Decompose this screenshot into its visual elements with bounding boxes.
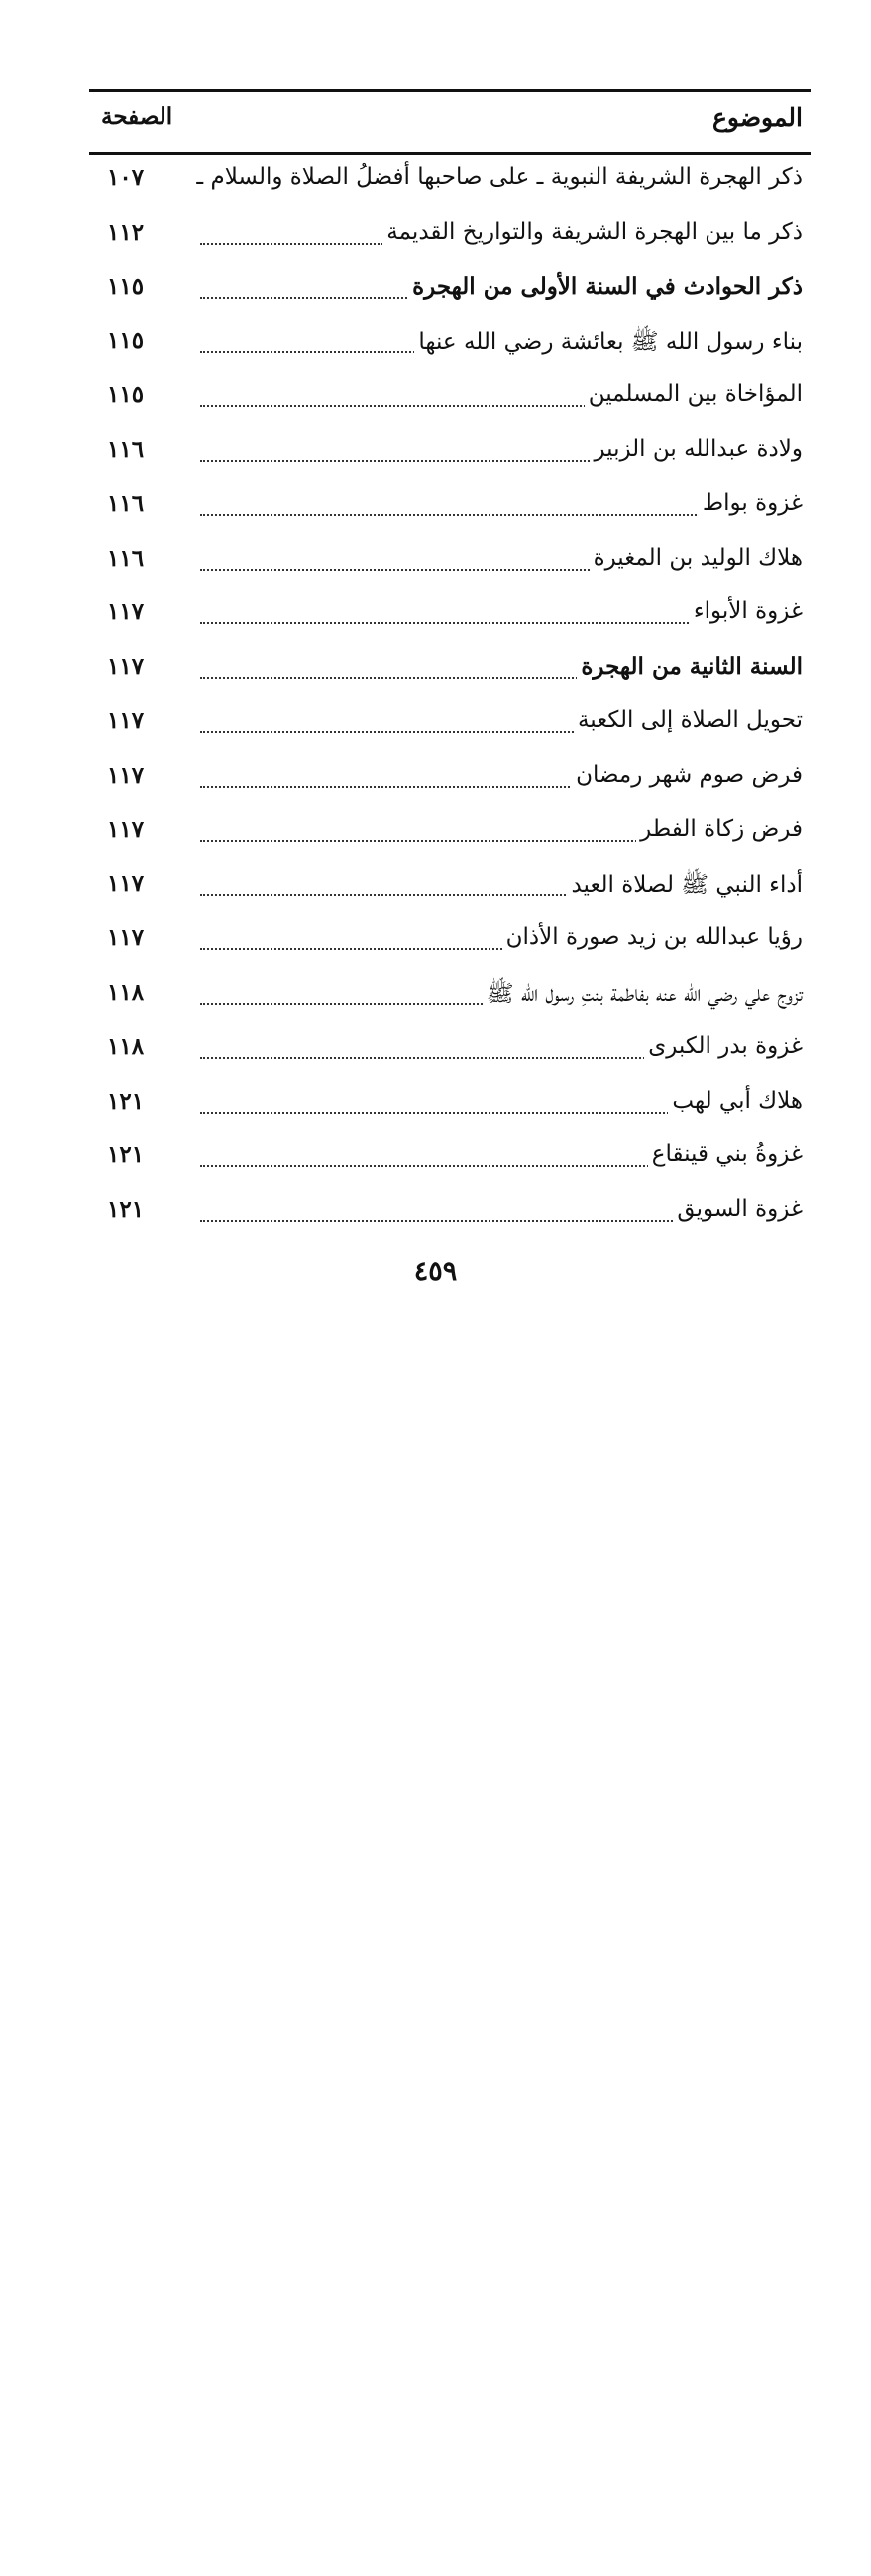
toc-entry xyxy=(89,643,811,698)
entry-title: غزوة بواط xyxy=(699,490,803,516)
top-rule xyxy=(89,89,811,92)
toc-entry xyxy=(89,698,811,752)
entry-title: هلاك الوليد بن المغيرة xyxy=(590,545,803,571)
entry-title: تحويل الصلاة إلى الكعبة xyxy=(574,707,803,733)
entry-title: السنة الثانية من الهجرة xyxy=(577,653,803,680)
entry-page-number: ١١٢ xyxy=(107,218,145,246)
toc-entry xyxy=(89,209,811,264)
topic-column-heading: الموضوع xyxy=(712,103,803,132)
entry-page-number: ١٠٧ xyxy=(107,164,145,191)
entry-title: غزوةُ بني قينقاع xyxy=(648,1141,803,1167)
toc-entry xyxy=(89,806,811,861)
toc-entry xyxy=(89,914,811,969)
toc-entry xyxy=(89,372,811,426)
entry-page-number: ١١٧ xyxy=(107,653,145,681)
toc-entry xyxy=(89,969,811,1023)
entry-page-number: ١٢١ xyxy=(107,1141,145,1169)
toc-entry xyxy=(89,1078,811,1132)
entry-page-number: ١١٧ xyxy=(107,870,145,898)
entry-title: ذكر الحوادث في السنة الأولى من الهجرة xyxy=(408,273,803,300)
toc-header xyxy=(89,99,811,149)
toc-entry xyxy=(89,317,811,372)
toc-entry xyxy=(89,1023,811,1078)
toc-entry xyxy=(89,426,811,481)
toc-entry xyxy=(89,155,811,209)
entry-page-number: ١١٥ xyxy=(107,272,145,300)
entry-title: غزوة السويق xyxy=(673,1196,803,1222)
page-number: ٤٥٩ xyxy=(413,1256,458,1287)
entry-title: المؤاخاة بين المسلمين xyxy=(585,381,803,407)
entry-page-number: ١١٨ xyxy=(107,1032,145,1060)
entry-page-number: ١١٥ xyxy=(107,381,145,409)
toc-entry xyxy=(89,481,811,535)
page-column-heading: الصفحة xyxy=(101,103,173,130)
entry-title: ذكر الهجرة الشريفة النبوية ـ على صاحبها أفضلُ الصلاة والسلام ـ xyxy=(192,164,803,190)
entry-page-number: ١١٦ xyxy=(107,435,145,463)
entry-page-number: ١١٨ xyxy=(107,978,145,1006)
entry-title: هلاك أبي لهب xyxy=(668,1088,803,1114)
entry-title: بناء رسول الله ﷺ بعائشة رضي الله عنها xyxy=(414,327,803,361)
entry-page-number: ١١٧ xyxy=(107,598,145,626)
toc-entry xyxy=(89,1186,811,1240)
toc-entry xyxy=(89,535,811,590)
entry-page-number: ١١٧ xyxy=(107,706,145,734)
entry-page-number: ١١٦ xyxy=(107,489,145,517)
entry-title: غزوة بدر الكبرى xyxy=(644,1033,803,1059)
entry-title: ذكر ما بين الهجرة الشريفة والتواريخ القديمة xyxy=(382,219,803,245)
entry-page-number: ١١٧ xyxy=(107,761,145,789)
toc-entry xyxy=(89,1131,811,1186)
entry-page-number: ١٢١ xyxy=(107,1087,145,1115)
entry-title: غزوة الأبواء xyxy=(690,598,803,624)
entry-page-number: ١١٥ xyxy=(107,327,145,355)
toc-entries xyxy=(89,155,811,1240)
entry-page-number: ١١٦ xyxy=(107,544,145,572)
toc-entry xyxy=(89,589,811,643)
entry-title: فرض صوم شهر رمضان xyxy=(572,762,803,788)
entry-title: أداء النبي ﷺ لصلاة العيد xyxy=(567,870,803,904)
entry-page-number: ١١٧ xyxy=(107,815,145,843)
entry-page-number: ١٢١ xyxy=(107,1196,145,1224)
entry-title: ولادة عبدالله بن الزبير xyxy=(590,436,803,462)
entry-title: رؤيا عبدالله بن زيد صورة الأذان xyxy=(502,924,803,950)
toc-entry xyxy=(89,752,811,806)
entry-title: فرض زكاة الفطر xyxy=(636,816,803,842)
entry-page-number: ١١٧ xyxy=(107,924,145,952)
toc-entry xyxy=(89,860,811,914)
entry-title: تزوج علي رضي الله عنه بفاطمة بنتِ رسول الله ﷺ xyxy=(483,979,803,1013)
toc-entry xyxy=(89,264,811,318)
